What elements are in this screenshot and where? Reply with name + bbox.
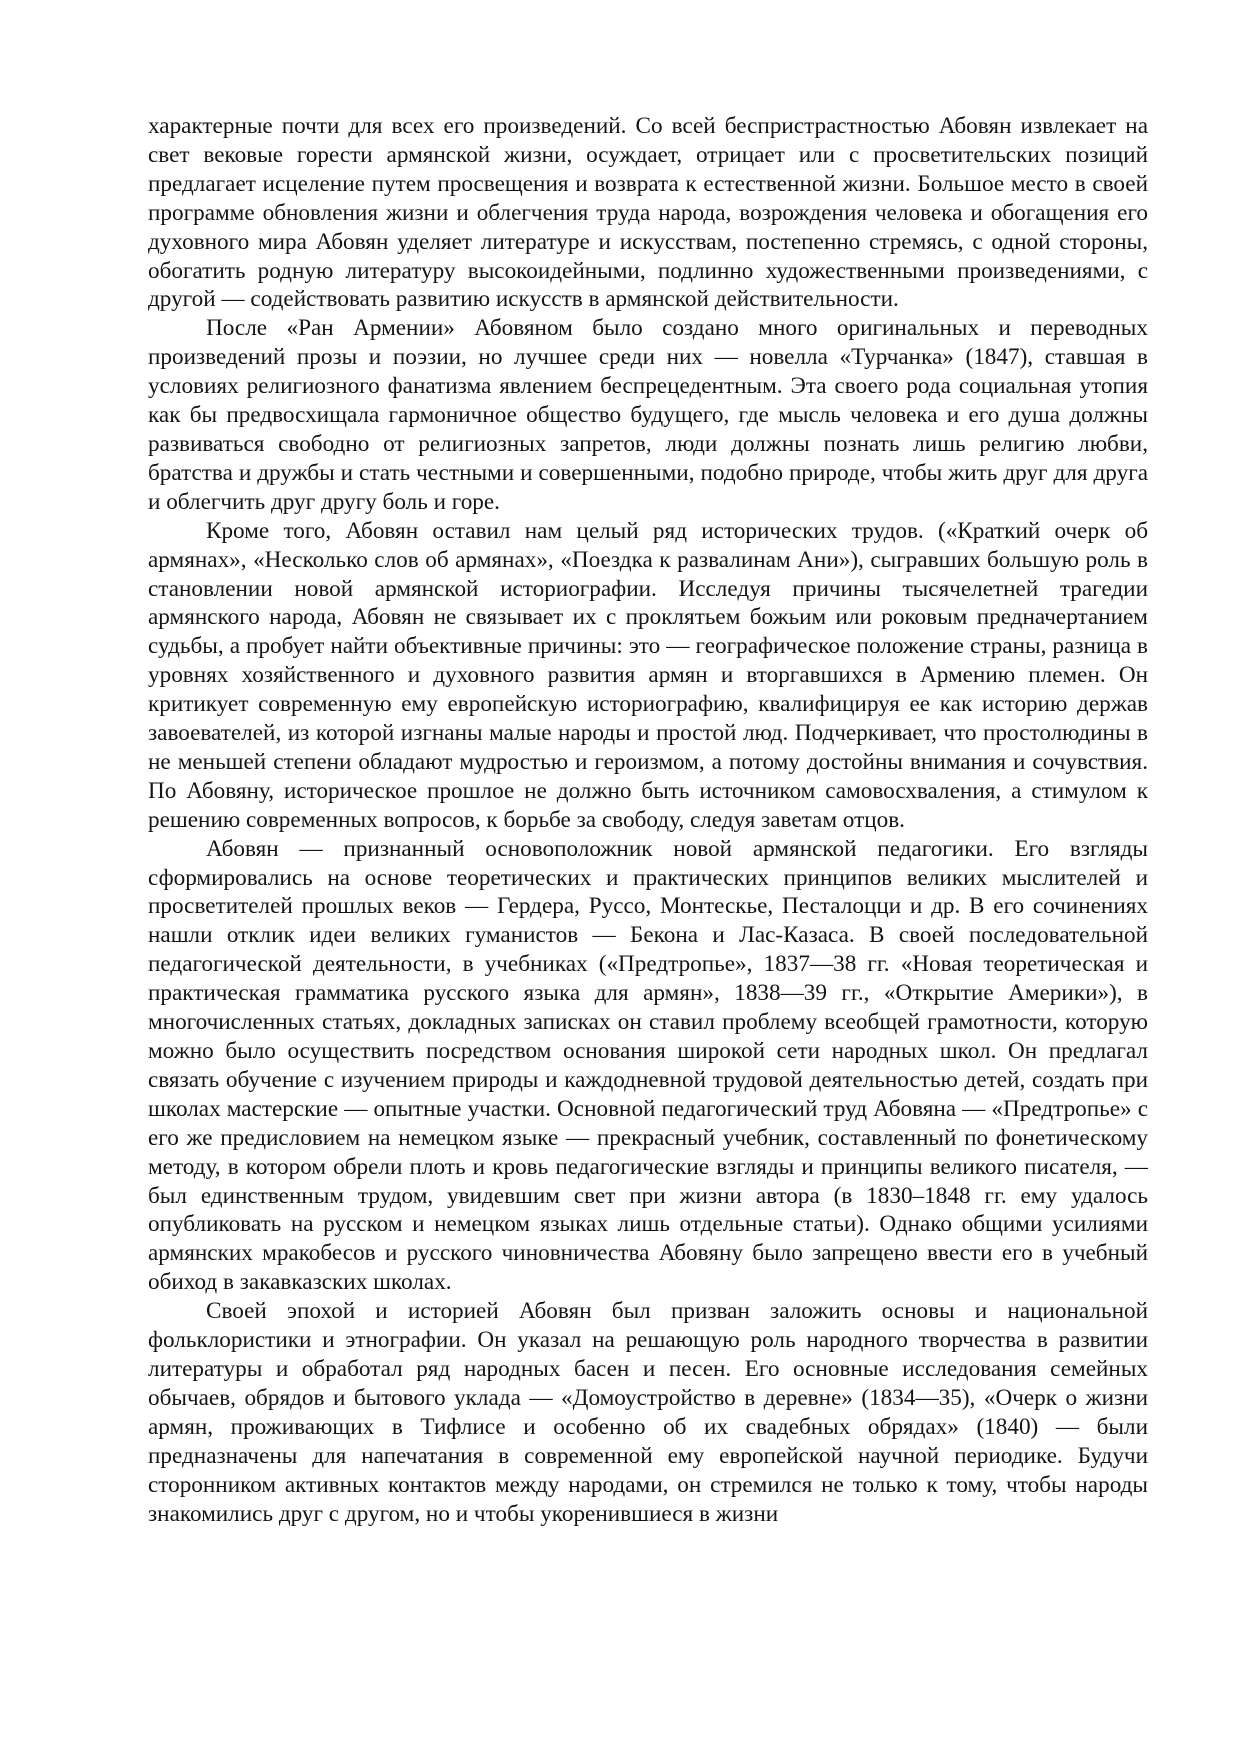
document-page xyxy=(148,112,1148,1528)
paragraph-5: Своей эпохой и историей Абовян был призван заложить основы и национальной фольклористики и этнографии. Он указал на решающую роль народного творчества в развитии литературы и обработал ряд народных басен и песен. Его основные исследования семейных обычаев, обрядов и бытового уклада — «Домоустройство в деревне» (1834—35), «Очерк о жизни армян, проживающих в Тифлисе и особенно об их свадебных обрядах» (1840) — были предназначены для напечатания в современной ему европейской научной периодике. Будучи сторонником активных контактов между народами, он стремился не только к тому, чтобы народы знакомились друг с другом, но и чтобы укоренившиеся в жизни xyxy=(148,1298,1148,1527)
paragraph-3: Кроме того, Абовян оставил нам целый ряд исторических трудов. («Краткий очерк об армянах», «Несколько слов об армянах», «Поездка к развалинам Ани»), сыгравших большую роль в становлении новой армянской историографии. Исследуя причины тысячелетней трагедии армянского народа, Абовян не связывает их с проклятьем божьим или роковым предначертанием судьбы, а пробует найти объективные причины: это — географическое положение страны, разница в уровнях хозяйственного и духовного развития армян и вторгавшихся в Армению племен. Он критикует современную ему европейскую историографию, квалифицируя ее как историю держав завоевателей, из которой изгнаны малые народы и простой люд. Подчеркивает, что простолюдины в не меньшей степени обладают мудростью и героизмом, а потому достойны внимания и сочувствия. По Абовяну, историческое прошлое не должно быть источником самовосхваления, а стимулом к решению современных вопросов, к борьбе за свободу, следуя заветам отцов. xyxy=(148,517,1148,833)
paragraph-1: характерные почти для всех его произведений. Со всей беспристрастностью Абовян извлекает на свет вековые горести армянской жизни, осуждает, отрицает или с просветительских позиций предлагает исцеление путем просвещения и возврата к естественной жизни. Большое место в своей программе обновления жизни и облегчения труда народа, возрождения человека и обогащения его духовного мира Абовян уделяет литературе и искусствам, постепенно стремясь, с одной стороны, обогатить родную литературу высокоидейными, подлинно художественными произведениями, с другой — содействовать развитию искусств в армянской действительности. xyxy=(148,113,1148,313)
paragraph-2: После «Ран Армении» Абовяном было создано много оригинальных и переводных произведений прозы и поэзии, но лучшее среди них — новелла «Турчанка» (1847), ставшая в условиях религиозного фанатизма явлением беспрецедентным. Эта своего рода социальная утопия как бы предвосхищала гармоничное общество будущего, где мысль человека и его душа должны развиваться свободно от религиозных запретов, люди должны познать лишь религию любви, братства и дружбы и стать честными и совершенными, подобно природе, чтобы жить друг для друга и облегчить друг другу боль и горе. xyxy=(148,315,1148,515)
paragraph-4: Абовян — признанный основоположник новой армянской педагогики. Его взгляды сформировались на основе теоретических и практических принципов великих мыслителей и просветителей прошлых веков — Гердера, Руссо, Монтескье, Песталоцци и др. В его сочинениях нашли отклик идеи великих гуманистов — Бекона и Лас-Казаса. В своей последовательной педагогической деятельности, в учебниках («Предтропье», 1837—38 гг. «Новая теоретическая и практическая грамматика русского языка для армян», 1838—39 гг., «Открытие Америки»), в многочисленных статьях, докладных записках он ставил проблему всеобщей грамотности, которую можно было осуществить посредством основания широкой сети народных школ. Он предлагал связать обучение с изучением природы и каждодневной трудовой деятельностью детей, создать при школах мастерские — опытные участки. Основной педагогический труд Абовяна — «Предтропье» с его же предисловием на немецком языке — прекрасный учебник, составленный по фонетическому методу, в котором обрели плоть и кровь педагогические взгляды и принципы великого писателя, — был единственным трудом, увидевшим свет при жизни автора (в 1830–1848 гг. ему удалось опубликовать на русском и немецком языках лишь отдельные статьи). Однако общими усилиями армянских мракобесов и русского чиновничества Абовяну было запрещено ввести его в учебный обиход в закавказских школах. xyxy=(148,835,1148,1296)
